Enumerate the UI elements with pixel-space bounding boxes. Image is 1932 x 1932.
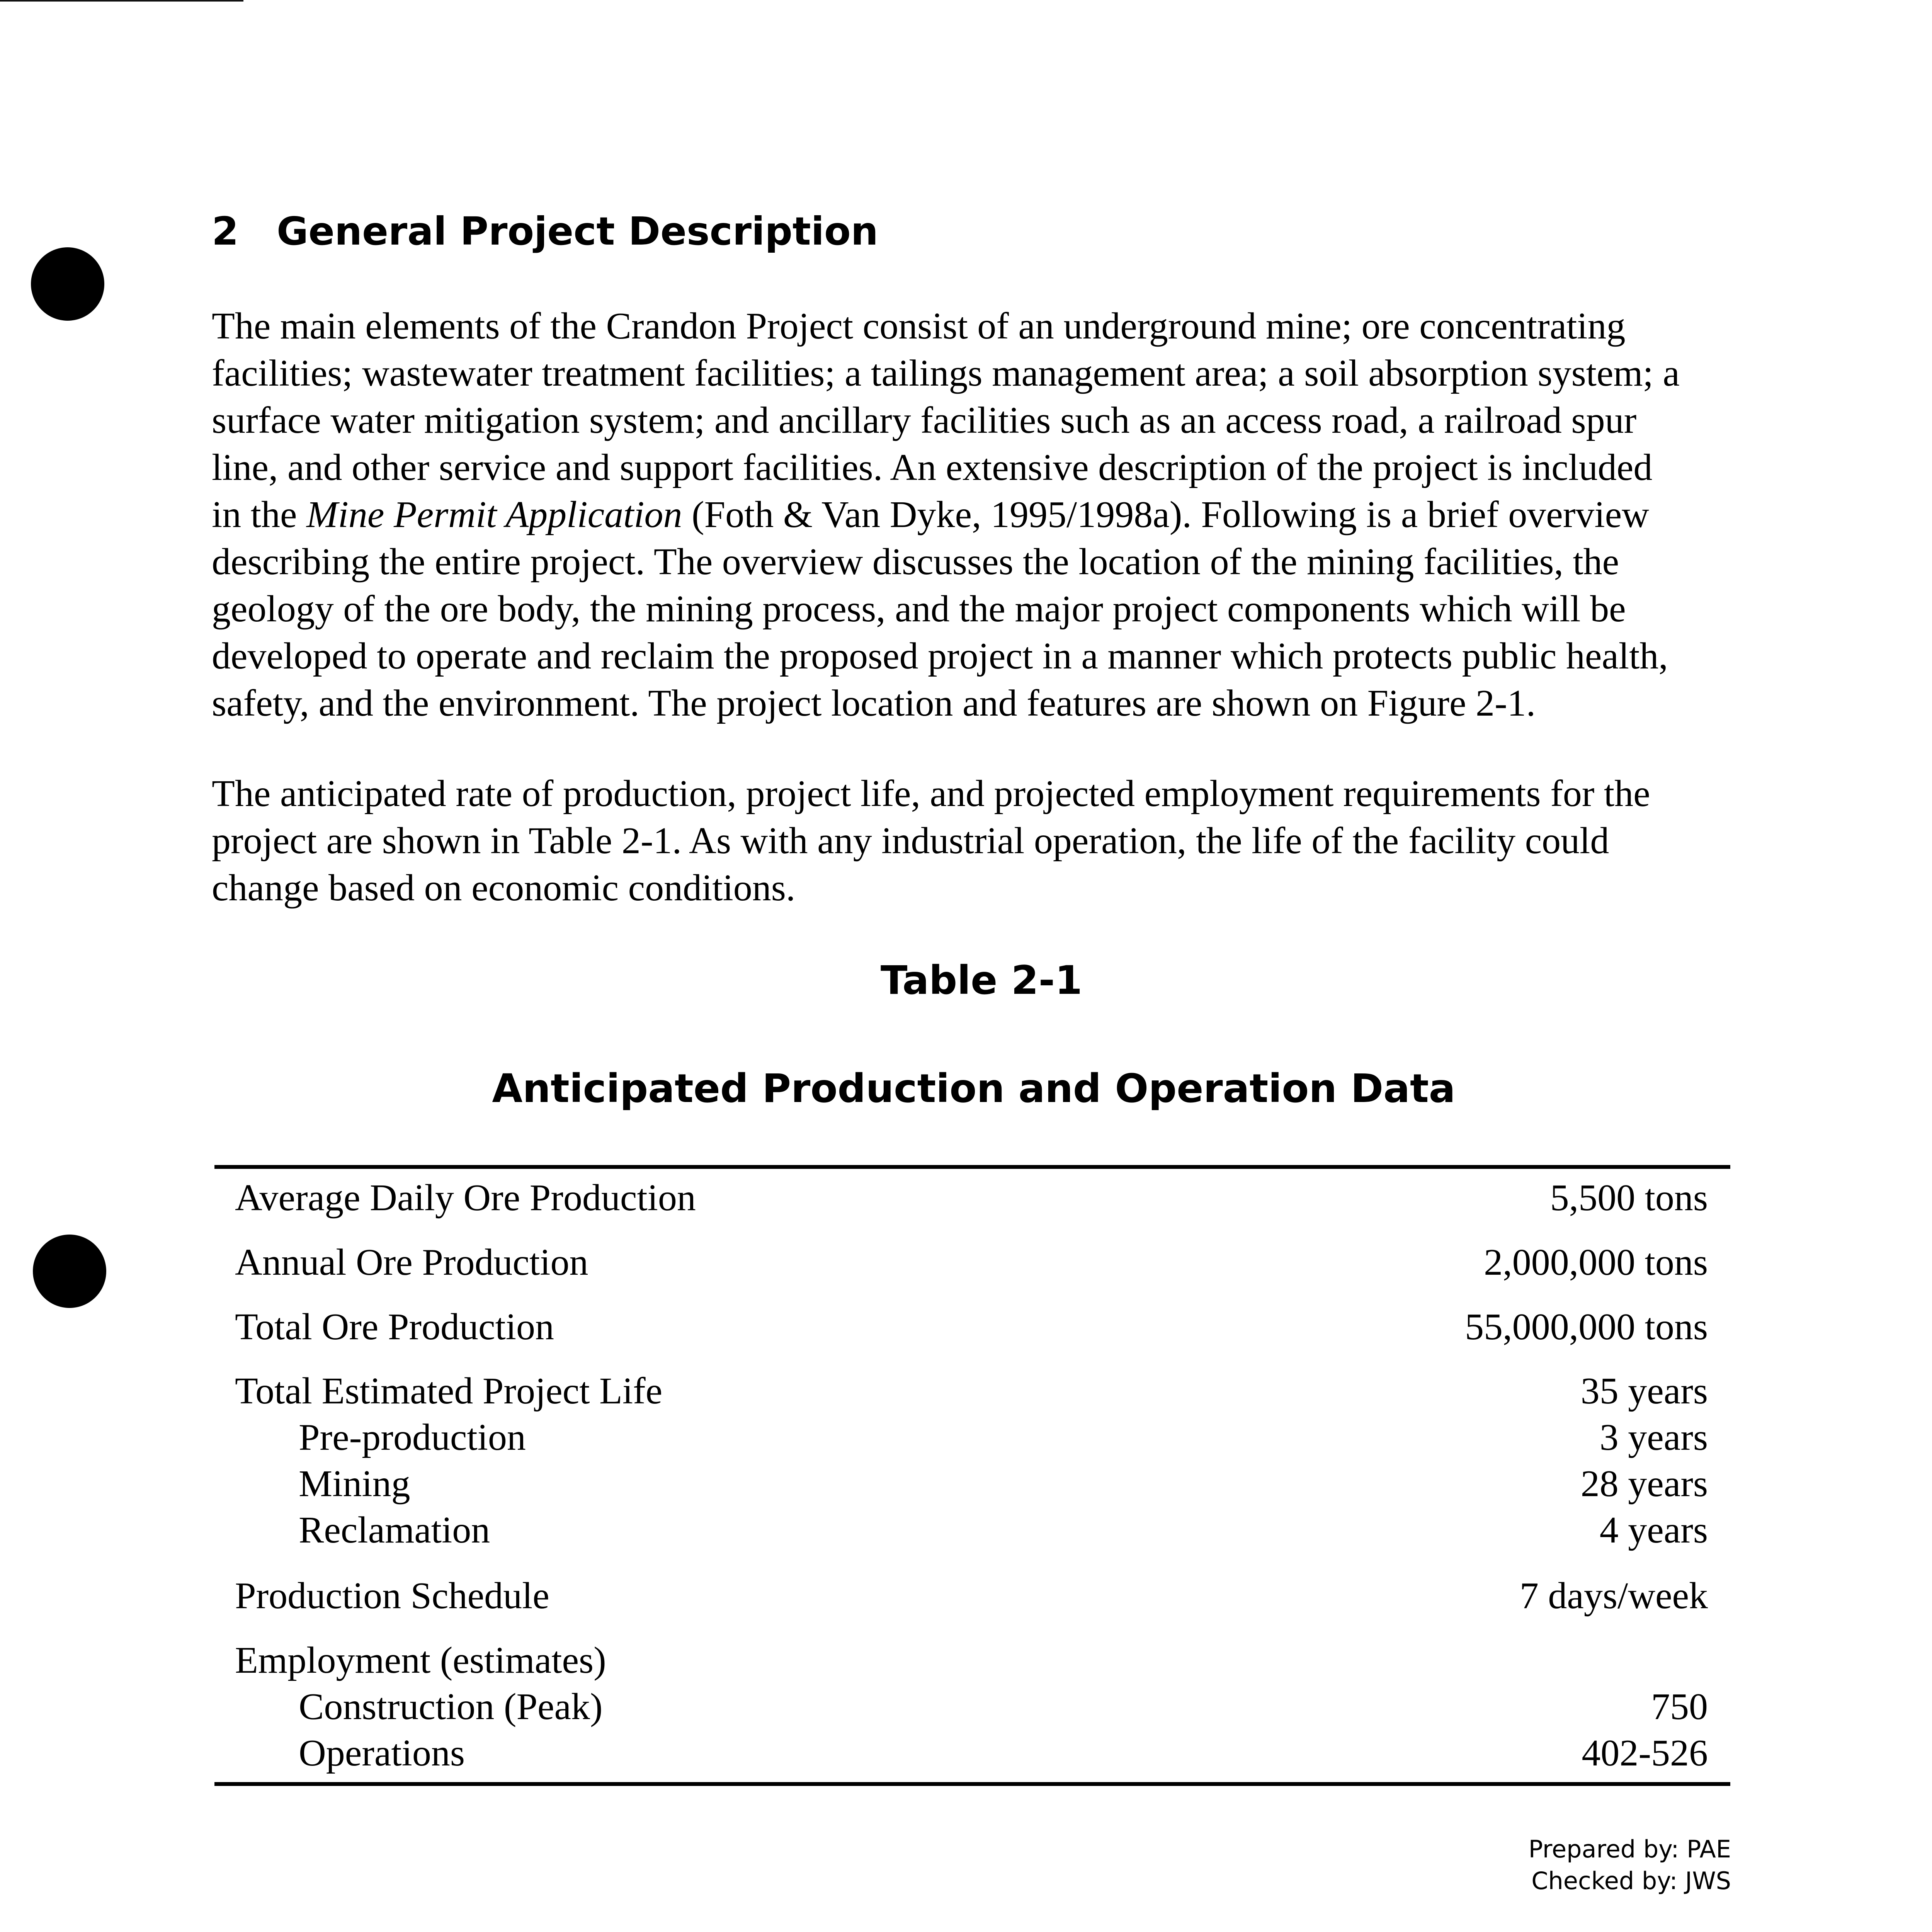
binder-hole-middle xyxy=(33,1235,106,1308)
checked-by: Checked by: JWS xyxy=(1531,1867,1731,1895)
scan-edge-mark xyxy=(0,0,243,2)
row-value: 7 days/week xyxy=(1519,1575,1708,1617)
paragraph-line: The main elements of the Crandon Project consist of an underground mine; ore concentrating xyxy=(212,305,1626,347)
row-label: Annual Ore Production xyxy=(235,1242,588,1283)
row-value: 4 years xyxy=(1599,1509,1708,1551)
row-value: 3 years xyxy=(1599,1417,1708,1458)
paragraph-line: line, and other service and support facilities. An extensive description of the project is included xyxy=(212,447,1653,488)
paragraph-line: developed to operate and reclaim the proposed project in a manner which protects public health, xyxy=(212,635,1668,677)
row-label: Total Estimated Project Life xyxy=(235,1370,663,1412)
paragraph-line: change based on economic conditions. xyxy=(212,867,796,909)
row-value: 750 xyxy=(1651,1686,1708,1728)
paragraph-line: The anticipated rate of production, project life, and projected employment requirements for the xyxy=(212,773,1650,815)
paragraph-line: project are shown in Table 2-1. As with any industrial operation, the life of the facility could xyxy=(212,820,1609,862)
paragraph-line-citation xyxy=(212,491,1719,538)
row-value: 28 years xyxy=(1580,1463,1708,1505)
section-number: 2 xyxy=(212,209,239,254)
production-paragraph xyxy=(212,770,1719,912)
row-value: 55,000,000 tons xyxy=(1465,1306,1708,1348)
table-number: Table 2-1 xyxy=(880,957,1083,1003)
citation-italic-title: Mine Permit Application xyxy=(306,494,682,536)
citation-prefix: in the xyxy=(212,494,306,536)
row-label: Construction (Peak) xyxy=(299,1686,603,1728)
paragraph-line: facilities; wastewater treatment facilities; a tailings management area; a soil absorption system; a xyxy=(212,352,1680,394)
row-value: 402-526 xyxy=(1582,1732,1708,1774)
paragraph-line: geology of the ore body, the mining process, and the major project components which will be xyxy=(212,588,1626,630)
table-attribution xyxy=(1529,1833,1731,1897)
row-value: 2,000,000 tons xyxy=(1484,1242,1708,1283)
intro-paragraph xyxy=(212,303,1719,727)
section-heading xyxy=(212,209,878,254)
table-caption: Anticipated Production and Operation Data xyxy=(492,1066,1456,1112)
paragraph-line: safety, and the environment. The project location and features are shown on Figure 2-1. xyxy=(212,682,1536,724)
binder-hole-top xyxy=(31,247,104,321)
prepared-by: Prepared by: PAE xyxy=(1528,1835,1731,1863)
row-label: Average Daily Ore Production xyxy=(235,1177,696,1219)
row-label: Employment (estimates) xyxy=(235,1639,606,1681)
table-bottom-rule xyxy=(214,1782,1730,1786)
row-label: Reclamation xyxy=(299,1509,490,1551)
row-value: 35 years xyxy=(1580,1370,1708,1412)
row-label: Mining xyxy=(299,1463,410,1505)
citation-suffix: (Foth & Van Dyke, 1995/1998a). Following is a brief overview xyxy=(682,494,1649,536)
row-label: Total Ore Production xyxy=(235,1306,554,1348)
row-label: Production Schedule xyxy=(235,1575,549,1617)
section-title: General Project Description xyxy=(277,209,878,254)
paragraph-line: surface water mitigation system; and ancillary facilities such as an access road, a railroad spur xyxy=(212,400,1637,441)
paragraph-line: describing the entire project. The overview discusses the location of the mining facilities, the xyxy=(212,541,1619,583)
row-label: Operations xyxy=(299,1732,465,1774)
row-label: Pre-production xyxy=(299,1417,526,1458)
row-value: 5,500 tons xyxy=(1550,1177,1708,1219)
table-top-rule xyxy=(214,1165,1730,1169)
